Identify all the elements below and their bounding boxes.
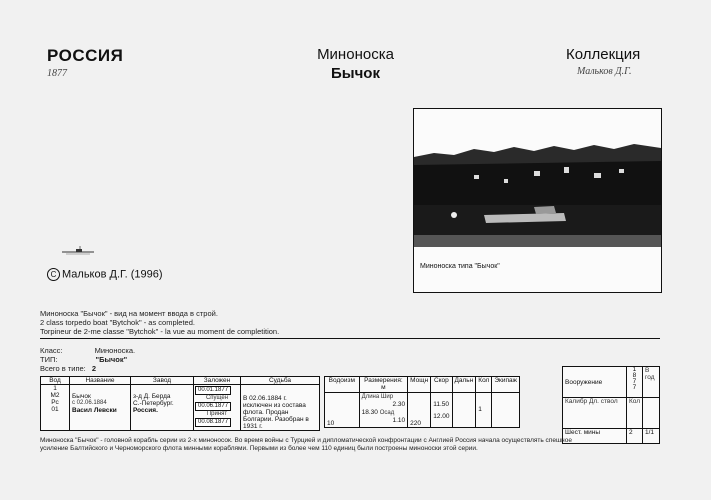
year: 1877 [47, 68, 67, 79]
country-title: РОССИЯ [47, 46, 124, 65]
class-line [40, 346, 135, 355]
type-line [40, 355, 127, 364]
armament-col-year: В год [643, 367, 660, 398]
photo-caption: Миноноска типа "Бычок" [420, 263, 500, 270]
type-label: ТИП: [40, 355, 58, 364]
armament-table [562, 366, 660, 444]
col-crew: Экипаж [492, 377, 520, 393]
type-value: "Бычок" [95, 355, 128, 364]
divider [40, 338, 660, 339]
row-name: Бычок с 02.06.1884 Васил Левски [70, 385, 131, 431]
description-ru: Миноноска "Бычок" - вид на момент ввода в строй. [40, 309, 218, 318]
build-table [40, 376, 320, 431]
armament-weapon: Шест. мины [563, 429, 627, 444]
collection-author: Мальков Д.Г. [577, 66, 632, 77]
armament-total: 1/1 [643, 429, 660, 444]
crew-value [492, 392, 520, 427]
speed-values: 11.50 12.00 [431, 392, 452, 427]
range-value [452, 392, 476, 427]
col-displacement: Водоизм [325, 377, 360, 393]
row-dates: 00.01.1877 Спущен 00.06.1877 Принят 00.08.1877 [194, 385, 241, 431]
dimensions-values: Длина Шир 2.30 18.30 Осад 1.10 [359, 392, 408, 427]
class-label: Класс: [40, 346, 63, 355]
copyright-icon: C [47, 268, 60, 281]
class-value: Миноноска. [94, 346, 136, 355]
description-en: 2 class torpedo boat "Bytchok" - as completed. [40, 318, 195, 327]
col-fate: Судьба [241, 377, 320, 385]
armament-count: 2 [626, 429, 642, 444]
ship-photo [413, 108, 662, 293]
count-value: 1 [476, 392, 492, 427]
col-count: Кол [476, 377, 492, 393]
row-fate: В 02.06.1884 г. исключен из состава флота. Продан Болгарии. Разобран в 1931 г. [241, 385, 320, 431]
armament-col-count: Кол [626, 398, 642, 429]
total-line [40, 364, 96, 373]
ship-name: Бычок [331, 65, 380, 82]
ship-type: Миноноска [317, 46, 394, 63]
total-value: 2 [91, 364, 97, 373]
copyright [47, 268, 163, 281]
col-dimensions: Размерения: м [359, 377, 408, 393]
col-yard: Завод [131, 377, 194, 385]
specs-table [324, 376, 520, 428]
col-power: Мощн [408, 377, 431, 393]
description-fr: Torpineur de 2-me classe "Bytchok" - la vue au moment de completition. [40, 327, 280, 336]
ship-silhouette-icon [60, 242, 96, 256]
col-name: Название [70, 377, 131, 385]
collection-label: Коллекция [566, 46, 641, 63]
col-laid: Заложен [194, 377, 241, 385]
power-value: 220 [408, 392, 431, 427]
displacement-value: 10 [325, 392, 360, 427]
armament-headers: Калибр Дл. ствол [563, 398, 627, 429]
armament-years: 1 8 7 7 [626, 367, 642, 398]
row-yard: з-д Д. Берда С.-Петербург. Россия. [131, 385, 194, 431]
total-label: Всего в типе: [40, 364, 86, 373]
col-code: Вод [41, 377, 70, 385]
col-speed: Скор [431, 377, 452, 393]
footer-text: Миноноска "Бычок" - головной корабль серии из 2-х миноносок. Во время войны с Турцией и дипломатической конфронтации с Англией Россия начала осуществлять спешное усиление Балтийского и Черноморского флота минными кораблями. Первыми из более чем 110 единиц были построены миноноски этой серии. [40, 437, 572, 452]
row-code: 1 М2 Рс 01 [41, 385, 70, 431]
armament-title: Вооружение [563, 367, 627, 398]
col-range: Дальн [452, 377, 476, 393]
table-row [41, 385, 320, 431]
copyright-text: Мальков Д.Г. (1996) [62, 268, 163, 281]
